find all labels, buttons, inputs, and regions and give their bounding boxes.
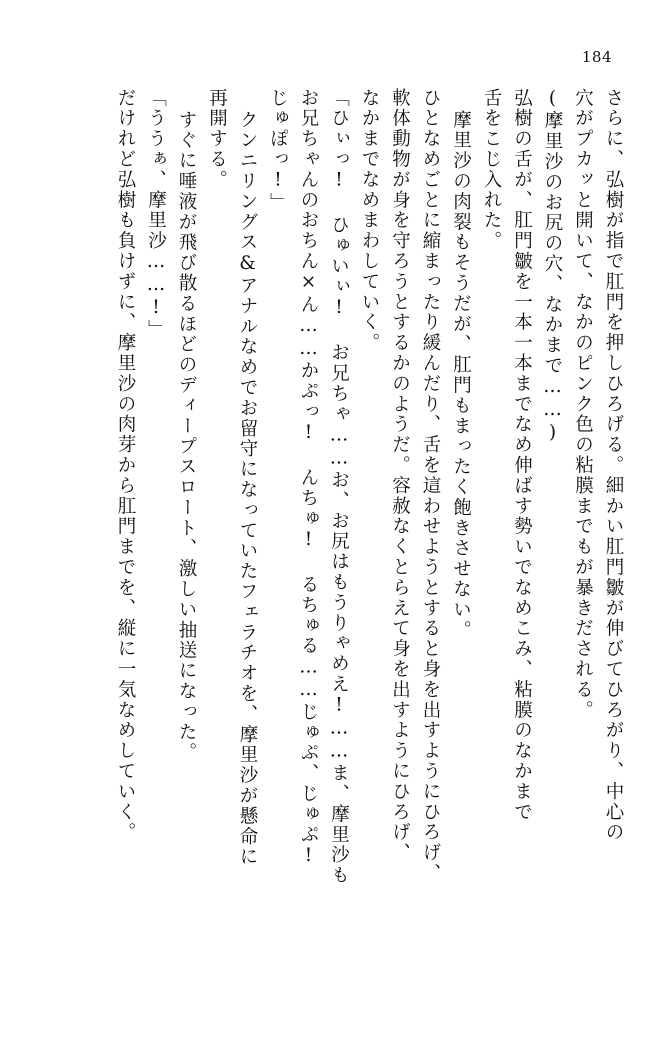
text-line: 穴がプカッと開いて、なかのピンク色の粘膜までもが暴きだされる。 <box>572 88 594 721</box>
text-line: じゅぽっ!」 <box>267 88 289 213</box>
text-line: 「ううぁ、摩里沙……!」 <box>145 88 167 341</box>
text-line: なかまでなめまわしていく。 <box>359 88 380 354</box>
vertical-text-body <box>46 88 622 998</box>
text-line: ひとなめごとに縮まったり緩んだり、舌を這わせようとすると身を出すようにひろげ、 <box>420 88 441 884</box>
text-line: だけれど弘樹も負けずに、摩里沙の肉芽から肛門までを、縦に一気なめしていく。 <box>115 88 136 843</box>
text-line: 摩里沙の肉裂もそうだが、肛門もまったく飽きさせない。 <box>450 110 472 641</box>
text-line: (摩里沙のお尻の穴、なかまで……) <box>542 88 563 445</box>
text-line: 舌をこじ入れた。 <box>481 88 502 252</box>
text-line: クンニリングス&アナルなめでお留守になっていたフェラチオを、摩里沙が懸命に <box>237 110 258 868</box>
text-line: 弘樹の舌が、肛門皺を一本一本までなめ伸ばす勢いでなめこみ、粘膜のなかまで <box>511 88 533 823</box>
page-number: 184 <box>581 48 612 66</box>
text-line: すぐに唾液が飛び散るほどのディープスロート、激しい抽送になった。 <box>176 110 197 763</box>
text-line: さらに、弘樹が指で肛門を押しひろげる。細かい肛門皺が伸びてひろがり、中心の <box>603 88 624 843</box>
text-line: 軟体動物が身を守ろうとするかのようだ。容赦なくとらえて身を出すようにひろげ、 <box>389 88 411 864</box>
text-line: 「ひぃっ! ひゅいぃ! お兄ちゃ……お、お尻はもうりゃめえ!……ま、摩里沙も <box>328 88 350 886</box>
text-line: お兄ちゃんのおちん×ん……かぷっ! んちゅ! るちゅる……じゅぷ、じゅぷ! <box>298 88 319 868</box>
text-line: 再開する。 <box>206 88 228 190</box>
